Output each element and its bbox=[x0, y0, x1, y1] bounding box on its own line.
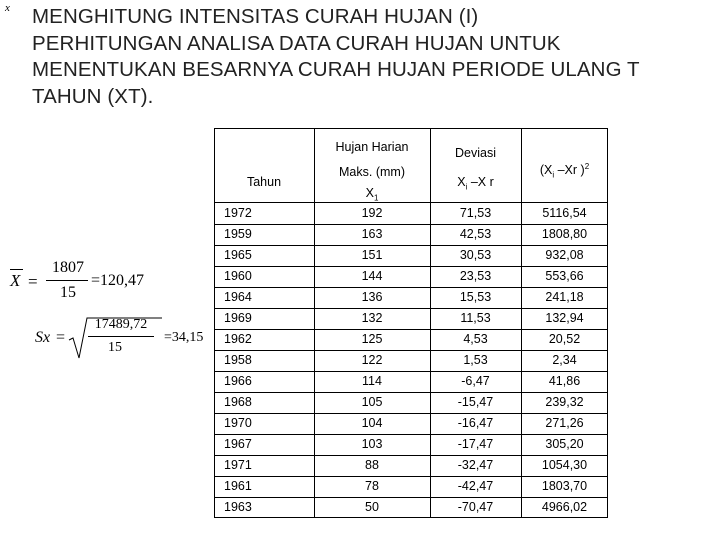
cell-year: 1969 bbox=[224, 311, 252, 325]
rainfall-table bbox=[214, 128, 608, 518]
cell-deviation: -17,47 bbox=[457, 437, 494, 451]
cell-squared-deviation: 1803,70 bbox=[541, 479, 588, 493]
cell-deviation: -70,47 bbox=[457, 500, 494, 514]
cell-year: 1958 bbox=[224, 353, 252, 367]
header-squared-deviation: ($X_i$ –Xr )$^2$ bbox=[539, 162, 590, 180]
equals-sign: = bbox=[56, 329, 66, 346]
cell-rainfall: 114 bbox=[362, 374, 382, 388]
mean-bar bbox=[10, 269, 23, 270]
mean-denominator: 15 bbox=[60, 284, 76, 301]
cell-squared-deviation: 932,08 bbox=[545, 248, 584, 262]
cell-year: 1965 bbox=[224, 248, 252, 262]
fraction-bar bbox=[88, 336, 154, 337]
bullet-marker: x bbox=[5, 2, 10, 14]
cell-deviation: -16,47 bbox=[457, 416, 494, 430]
cell-rainfall: 103 bbox=[361, 437, 383, 451]
cell-deviation: -42,47 bbox=[457, 479, 494, 493]
cell-deviation: 15,53 bbox=[459, 290, 492, 304]
cell-rainfall: 136 bbox=[361, 290, 383, 304]
title-line: MENENTUKAN BESARNYA CURAH HUJAN PERIODE ULANG T bbox=[32, 58, 640, 81]
cell-deviation: 30,53 bbox=[459, 248, 492, 262]
sd-denominator: 15 bbox=[108, 340, 122, 355]
cell-rainfall: 50 bbox=[365, 500, 379, 514]
sd-result: =34,15 bbox=[164, 330, 204, 345]
header-deviation-line1: Deviasi bbox=[455, 146, 496, 160]
cell-rainfall: 88 bbox=[365, 458, 379, 472]
cell-year: 1962 bbox=[224, 332, 252, 346]
cell-year: 1966 bbox=[224, 374, 252, 388]
cell-deviation: 42,53 bbox=[459, 227, 492, 241]
cell-squared-deviation: 4966,02 bbox=[541, 500, 588, 514]
mean-numerator: 1807 bbox=[52, 259, 84, 276]
header-rain-line3: $X_1$ bbox=[365, 186, 379, 203]
cell-squared-deviation: 41,86 bbox=[548, 374, 581, 388]
equals-sign: = bbox=[28, 272, 38, 291]
mean-symbol: X bbox=[10, 271, 21, 290]
cell-rainfall: 105 bbox=[361, 395, 383, 409]
cell-year: 1963 bbox=[224, 500, 252, 514]
cell-deviation: -6,47 bbox=[461, 374, 490, 388]
cell-year: 1968 bbox=[224, 395, 252, 409]
cell-squared-deviation: 2,34 bbox=[552, 353, 577, 367]
header-deviation-line2: $X_i$ –X r bbox=[457, 175, 494, 192]
cell-rainfall: 104 bbox=[361, 416, 383, 430]
cell-year: 1964 bbox=[224, 290, 252, 304]
cell-rainfall: 78 bbox=[365, 479, 379, 493]
title-line: PERHITUNGAN ANALISA DATA CURAH HUJAN UNTUK bbox=[32, 31, 561, 55]
cell-year: 1967 bbox=[224, 437, 252, 451]
cell-squared-deviation: 5116,54 bbox=[542, 206, 587, 220]
cell-rainfall: 125 bbox=[361, 332, 383, 346]
cell-deviation: 4,53 bbox=[463, 332, 488, 346]
sd-numerator: 17489,72 bbox=[94, 317, 148, 332]
cell-year: 1970 bbox=[224, 416, 252, 430]
cell-squared-deviation: 241,18 bbox=[545, 290, 584, 304]
cell-year: 1972 bbox=[224, 206, 252, 220]
mean-result: =120,47 bbox=[91, 272, 145, 289]
cell-rainfall: 163 bbox=[361, 227, 383, 241]
cell-deviation: -32,47 bbox=[457, 458, 494, 472]
fraction-bar bbox=[46, 280, 88, 281]
cell-squared-deviation: 553,66 bbox=[545, 269, 584, 283]
cell-squared-deviation: 1054,30 bbox=[541, 458, 588, 472]
page-title bbox=[32, 4, 712, 110]
header-rain-line1: Hujan Harian bbox=[335, 140, 409, 154]
cell-deviation: 11,53 bbox=[460, 311, 491, 325]
sd-symbol: Sx bbox=[35, 329, 51, 346]
cell-rainfall: 151 bbox=[361, 248, 383, 262]
cell-squared-deviation: 271,26 bbox=[545, 416, 584, 430]
cell-squared-deviation: 132,94 bbox=[545, 311, 584, 325]
cell-year: 1959 bbox=[224, 227, 252, 241]
cell-year: 1961 bbox=[224, 479, 252, 493]
title-line: TAHUN (XT). bbox=[32, 84, 154, 108]
cell-year: 1971 bbox=[224, 458, 252, 472]
cell-deviation: 1,53 bbox=[463, 353, 488, 367]
cell-rainfall: 192 bbox=[361, 206, 383, 220]
title-line: MENGHITUNG INTENSITAS CURAH HUJAN (I) bbox=[32, 5, 479, 28]
cell-squared-deviation: 1808,80 bbox=[541, 227, 588, 241]
cell-year: 1960 bbox=[224, 269, 252, 283]
cell-deviation: 71,53 bbox=[459, 206, 492, 220]
cell-squared-deviation: 20,52 bbox=[548, 332, 581, 346]
cell-rainfall: 144 bbox=[361, 269, 383, 283]
cell-rainfall: 132 bbox=[361, 311, 383, 325]
header-rain-line2: Maks. (mm) bbox=[339, 165, 405, 179]
cell-deviation: 23,53 bbox=[459, 269, 492, 283]
cell-deviation: -15,47 bbox=[457, 395, 494, 409]
cell-rainfall: 122 bbox=[361, 353, 383, 367]
cell-squared-deviation: 239,32 bbox=[545, 395, 584, 409]
header-year: Tahun bbox=[246, 175, 282, 189]
cell-squared-deviation: 305,20 bbox=[545, 437, 584, 451]
